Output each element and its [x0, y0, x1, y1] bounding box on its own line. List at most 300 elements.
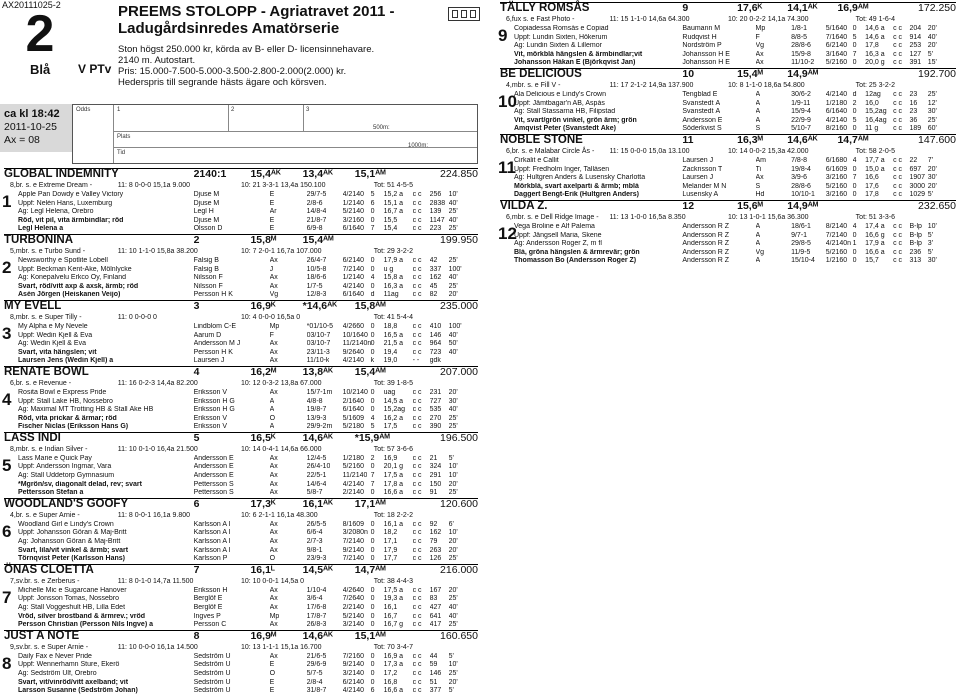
horse-header: [500, 200, 956, 214]
start-cell: 16,2 a: [383, 414, 404, 422]
start-cell: E: [269, 216, 275, 224]
start-row: [4, 323, 478, 332]
horse-info-line: Uppf: Fredholm Inger, Tallåsen: [514, 165, 610, 173]
horse-name: MY EVELL: [4, 299, 62, 312]
start-number: 5: [2, 455, 12, 475]
start-cell: 10': [448, 191, 458, 198]
start-cell: Ax: [269, 489, 278, 497]
horse-entry: [4, 234, 478, 300]
start-cell: 9/2140: [342, 661, 365, 669]
horse-info-line: Amqvist Peter (Svanstedt Åke): [514, 125, 616, 133]
horse-info-line: Blå, gröna hängslen & ärmrevär; grön: [514, 248, 640, 256]
start-cell: 3/1640: [825, 50, 848, 58]
start-cell: 40': [448, 331, 458, 339]
start-cell: Andersson R Z: [682, 248, 730, 256]
horse-info-line: Äg: Hultgren Anders & Lusensky Charlotta: [514, 174, 646, 182]
start-cell: 7': [927, 156, 933, 164]
start-cell: 23: [909, 90, 918, 98]
start-cell: c c: [412, 538, 422, 546]
start-cell: c c: [412, 595, 422, 603]
start-cell: 16,9 a: [383, 652, 404, 660]
start-cell: 641: [429, 612, 442, 620]
start-cell: 162: [429, 274, 442, 282]
start-row: [500, 223, 956, 232]
start-cell: 5/2140: [342, 612, 365, 620]
record-best: 16,9ᴷ: [250, 299, 276, 312]
start-cell: 15,2 a: [383, 191, 404, 198]
start-cell: Berglöf E: [193, 595, 223, 603]
start-cell: u g: [383, 265, 394, 273]
start-cell: 126: [429, 555, 442, 563]
start-cell: Andersson R Z: [682, 240, 730, 248]
start-cell: 0: [370, 348, 375, 356]
start-cell: 0: [852, 165, 857, 173]
horse-summary: [500, 214, 956, 223]
start-cell: 1/2140: [342, 274, 365, 282]
start-cell: Vg: [755, 248, 765, 256]
horse-info-line: Cirkalit e Callit: [514, 156, 559, 164]
start-cell: 204: [909, 25, 922, 32]
start-cell: c c: [412, 669, 422, 677]
horse-name: BE DELICIOUS: [500, 67, 582, 80]
start-cell: c c: [893, 156, 903, 164]
start-cell: 256: [429, 191, 442, 198]
race-title: PREEMS STOLOPP - Agriatravet 2011 - Ladugårdsinredes Amatörserie: [118, 3, 395, 37]
record-auto: *14,6ᴬᴷ: [302, 299, 338, 312]
start-cell: 19,3 a: [383, 595, 404, 603]
start-cell: 25': [448, 282, 458, 290]
start-cell: c c: [412, 687, 422, 695]
post-position: 3: [193, 299, 200, 312]
start-cell: Sedström U: [193, 669, 231, 677]
record-best: 17,6ᴷ: [737, 2, 763, 14]
start-cell: 253: [909, 42, 922, 50]
horse-name: TURBONINA: [4, 233, 73, 246]
start-cell: Laursen J: [682, 174, 714, 182]
start-cell: 0: [370, 331, 375, 339]
start-cell: Johansson H E: [682, 59, 730, 67]
start-cell: 3/2160: [825, 174, 848, 182]
start-cell: c c: [412, 520, 422, 528]
start-cell: J: [269, 265, 274, 273]
desc-line: 2140 m. Autostart.: [118, 55, 196, 66]
start-cell: 16,7: [383, 612, 398, 620]
record-am: 17,1ᴬᴹ: [354, 497, 386, 510]
horse-info-line: Lass Marie e Quick Pay: [18, 454, 92, 462]
horse-info-line: Uppf: Beckman Kent-Åke, Mölnlycke: [18, 265, 132, 273]
stats-total: Tot: 29 3-2-2: [373, 247, 414, 255]
start-cell: 28/8-6: [791, 42, 811, 50]
start-cell: c c: [412, 480, 422, 488]
start-row: [4, 555, 478, 564]
horse-info-line: Michelle Mic e Sugarcane Hanover: [18, 586, 127, 594]
post-position: 9: [682, 2, 689, 14]
start-cell: 4/2140n: [825, 240, 852, 248]
start-cell: 0: [370, 388, 375, 396]
start-cell: 10/1640: [342, 331, 368, 339]
start-cell: 82: [429, 291, 438, 299]
start-cell: 6/1680: [825, 156, 848, 164]
start-cell: 6/1640: [342, 406, 365, 414]
start-cell: B-lp: [909, 240, 922, 248]
horse-info-line: Ala Delicious e Lindy's Crown: [514, 90, 606, 98]
horse-entry: [500, 2, 956, 68]
horse-name: ÖNAS CLOETTA: [4, 563, 94, 576]
start-cell: Andersson E: [193, 463, 234, 471]
start-cell: Å: [755, 231, 761, 239]
start-cell: 2/8-4: [306, 678, 323, 686]
start-row: [500, 125, 956, 134]
start-cell: 16,8: [383, 678, 398, 686]
stats-2011: 11: 15 1-1-0 14,6a 64.300: [609, 16, 690, 23]
start-cell: 22/5-1: [306, 472, 327, 480]
start-cell: Svanstedt Å: [682, 99, 721, 107]
start-row: [4, 291, 478, 300]
start-cell: 17,2: [383, 669, 398, 677]
horse-info-line: Uppf: Andersson Ingmar, Vara: [18, 463, 112, 471]
start-number: 3: [2, 323, 12, 343]
start-cell: 15,5: [383, 216, 398, 224]
stats-2011: 11: 10 1-1-0 15,8a 38.200: [117, 247, 198, 255]
start-cell: 29/8-5: [791, 240, 811, 248]
start-cell: 1029: [909, 191, 926, 199]
start-cell: 5: [852, 116, 857, 124]
start-cell: 9/7-1: [791, 231, 808, 239]
start-cell: 2/2140: [342, 604, 365, 611]
horse-info-line: Uppf: Jängsell Maria, Skene: [514, 231, 602, 239]
horse-name: TÄLLY ROMSÅS: [500, 2, 590, 14]
start-cell: S: [755, 125, 761, 133]
start-cell: 16,6 g: [865, 231, 885, 239]
start-cell: Ax: [269, 282, 278, 290]
horse-info-line: Äg: Wedin Kjell & Eva: [18, 340, 86, 348]
start-cell: 9/8-1: [306, 546, 323, 554]
start-cell: c c: [893, 174, 903, 182]
start-cell: c c: [893, 42, 903, 50]
start-cell: c c: [893, 99, 903, 107]
stats-total: Tot: 70 3-4-7: [373, 643, 414, 651]
start-cell: c c: [412, 331, 422, 339]
start-cell: c c: [412, 463, 422, 471]
start-cell: 0: [370, 621, 375, 629]
start-cell: Ax: [269, 340, 278, 348]
start-cell: 0: [370, 265, 375, 273]
stats-2011: 11: 13 1-0-0 16,5a 8.350: [609, 213, 686, 221]
horse-name: GLOBAL INDEMNITY: [4, 168, 119, 180]
start-cell: 03/10-7: [306, 340, 331, 348]
start-cell: c c: [412, 291, 422, 299]
start-row: [4, 406, 478, 415]
breeding: 4,mbr. s. e Fill V -: [506, 81, 561, 89]
horse-info-line: Äg: Johansson Göran & Maj-Britt: [18, 538, 121, 546]
start-cell: 19/8-7: [306, 406, 327, 414]
start-cell: Svanstedt Å: [682, 108, 721, 116]
start-cell: Åm: [755, 156, 766, 164]
stats-2011: 11: 8 0-0-1 16,1a 9.800: [117, 511, 191, 519]
horse-header: [4, 300, 478, 314]
start-cell: Persson C: [193, 621, 227, 629]
start-cell: 16,1: [383, 604, 398, 611]
start-cell: 2/8-6: [306, 199, 323, 207]
stats-2011: 11: 10 0-1-0 16,4a 21.500: [117, 445, 198, 453]
post-position: 11: [682, 133, 694, 146]
start-cell: E: [269, 199, 275, 207]
start-cell: 17,8: [865, 42, 879, 50]
start-cell: Ax: [269, 621, 278, 629]
horse-info-line: *Mgrön/sv, diagonalt delad, rev; svart: [18, 480, 142, 488]
start-cell: 324: [429, 463, 442, 471]
start-row: [4, 455, 478, 464]
start-cell: Å: [755, 257, 761, 265]
start-cell: 6/1640: [825, 108, 848, 116]
start-cell: 4/8-8: [306, 397, 323, 405]
start-cell: 20': [927, 42, 937, 50]
start-cell: Ax: [269, 520, 278, 528]
start-row: [500, 249, 956, 258]
horse-entry: [4, 432, 478, 498]
start-row: [4, 538, 478, 547]
record-am: 15,4ᴬᴹ: [354, 365, 386, 378]
start-row: [500, 108, 956, 117]
start-cell: 4/2140: [342, 191, 365, 198]
start-cell: 377: [429, 687, 442, 695]
start-cell: 7/2140: [825, 231, 848, 239]
start-cell: 18/6-1: [791, 222, 811, 230]
game-type-label: V PTv: [78, 62, 112, 76]
start-cell: c c: [893, 222, 903, 230]
start-cell: 1147: [429, 216, 445, 224]
start-cell: 79: [429, 538, 438, 546]
start-cell: Å: [269, 397, 275, 405]
start-cell: 0: [370, 406, 375, 414]
record-best: 17,3ᴷ: [250, 497, 276, 510]
earnings: 199.950: [440, 233, 478, 246]
start-cell: 6/2140: [342, 256, 365, 264]
start-cell: 0: [852, 248, 857, 256]
horse-summary: [4, 512, 478, 521]
start-cell: Å: [269, 423, 275, 431]
start-cell: c c: [893, 257, 903, 265]
start-cell: 7: [852, 50, 857, 58]
earnings: 160.650: [440, 629, 478, 642]
start-cell: 40': [448, 216, 458, 224]
start-cell: 20': [448, 678, 458, 686]
start-cell: Berglöf E: [193, 604, 223, 611]
start-cell: 14/6-4: [306, 480, 327, 488]
start-cell: 1/9-11: [791, 99, 811, 107]
horse-entry: [4, 168, 478, 234]
start-cell: 15/9-8: [791, 50, 811, 58]
result-entry-grid: [72, 104, 478, 164]
start-cell: 0: [852, 59, 857, 67]
start-cell: E: [269, 678, 275, 686]
horse-header: [4, 630, 478, 644]
earnings: 232.650: [918, 199, 956, 212]
start-cell: 16: [909, 99, 918, 107]
start-cell: c c: [412, 555, 422, 563]
start-cell: 0: [852, 182, 857, 190]
horse-info-line: Pettersson Stefan a: [18, 489, 84, 497]
horse-info-line: Uppf: Wennerhamn Sture, Ekerö: [18, 661, 120, 669]
start-cell: 0: [370, 612, 375, 620]
horse-info-line: Äg: Konepalvelu Erkco Oy, Finland: [18, 274, 127, 282]
start-cell: 21: [429, 454, 438, 462]
start-row: [4, 613, 478, 622]
start-cell: 16,9: [383, 454, 398, 462]
start-cell: 20': [448, 480, 458, 488]
start-cell: Mp: [269, 322, 280, 330]
start-cell: 4: [370, 274, 375, 282]
start-row: [4, 389, 478, 398]
stats-2010: 10: 7 2-0-1 16,7a 107.000: [241, 247, 322, 255]
start-cell: Aarum D: [193, 331, 222, 339]
earnings: 207.000: [440, 365, 478, 378]
start-cell: Andersson R Z: [682, 222, 730, 230]
start-cell: Andersson E: [193, 472, 234, 480]
stats-2010: 10: 6 2-1-1 16,1a 48.300: [241, 511, 318, 519]
start-cell: c c: [893, 191, 903, 199]
start-cell: 10/10-1: [791, 191, 815, 199]
record-best: 16,1ᴸ: [250, 563, 275, 576]
start-cell: 26/5-5: [306, 520, 327, 528]
start-cell: 5': [927, 50, 933, 58]
start-cell: c c: [893, 248, 903, 256]
start-cell: c c: [412, 340, 422, 348]
start-cell: 4: [852, 156, 857, 164]
race-description: [118, 44, 448, 88]
start-cell: B-lp: [909, 231, 922, 239]
horse-summary: [4, 314, 478, 323]
start-cell: 25': [927, 90, 937, 98]
stats-2011: 11: 10 0-0-0 16,1a 14.500: [117, 643, 198, 651]
start-cell: c c: [412, 454, 422, 462]
stats-2010: 10: 20 0-2-2 14,1a 74.300: [728, 16, 809, 23]
start-cell: 26/8-3: [306, 621, 327, 629]
start-cell: Sedström U: [193, 678, 231, 686]
start-cell: 25': [448, 669, 458, 677]
start-cell: 16,7 a: [383, 208, 404, 216]
start-cell: E: [269, 661, 275, 669]
start-cell: 4/2140: [825, 90, 848, 98]
horse-summary: [500, 16, 956, 25]
start-cell: c c: [412, 348, 422, 356]
start-cell: 20,1 g: [383, 463, 404, 471]
start-cell: 15,4: [383, 225, 398, 233]
track-color-label: Blå: [30, 62, 51, 77]
stats-2010: 10: 10 0-0-1 14,5a 0: [241, 577, 305, 585]
start-cell: 03/10-7: [306, 331, 331, 339]
start-cell: Eriksson V: [193, 388, 228, 396]
earnings: 147.600: [918, 133, 956, 146]
start-time: ca kl 18:42: [4, 108, 60, 120]
stats-2010: 10: 4 0-0-0 16,5a 0: [241, 313, 301, 321]
start-cell: c c: [412, 621, 422, 629]
grid-plats-label: Plats: [117, 134, 131, 140]
start-row: [4, 415, 478, 424]
start-cell: B-lp: [909, 222, 922, 230]
start-cell: 4/2140: [825, 116, 848, 124]
start-cell: 7/2640: [342, 595, 365, 603]
start-cell: 15,0 a: [865, 165, 885, 173]
start-cell: 6/1640: [342, 225, 365, 233]
horse-info-line: Svart, lila/vit vinkel & ärmb; svart: [18, 546, 129, 554]
stats-2011: 11: 0 0-0-0 0: [117, 313, 157, 321]
start-row: [500, 191, 956, 200]
start-cell: 51: [429, 678, 438, 686]
start-row: [4, 257, 478, 266]
horse-info-line: Röd, vita prickar & ärmar; röd: [18, 414, 117, 422]
horse-info-line: Vröd, silver brostband & ärmrev.; vröd: [18, 612, 146, 620]
start-cell: 7: [852, 174, 857, 182]
record-am: 14,7ᴬᴹ: [354, 563, 386, 576]
start-row: [4, 191, 478, 200]
start-cell: c c: [412, 282, 422, 290]
start-cell: Ö: [269, 669, 276, 677]
horse-info-line: Törnqvist Peter (Karlsson Hans): [18, 555, 125, 563]
start-cell: 17,9 a: [383, 256, 404, 264]
start-cell: c c: [893, 90, 903, 98]
start-cell: Andersson R Z: [682, 257, 730, 265]
start-row: [4, 521, 478, 530]
start-cell: 10': [448, 661, 458, 669]
start-cell: 0: [370, 546, 375, 554]
start-cell: Ax: [269, 538, 278, 546]
start-cell: 3/9-6: [791, 174, 808, 182]
stats-total: Tot: 41 5-4-4: [373, 313, 414, 321]
start-cell: Andersson R Z: [682, 231, 730, 239]
breeding: 8,mbr. s. e Indian Silver -: [10, 445, 88, 453]
start-cell: 25': [448, 423, 458, 431]
post-position: 10: [682, 67, 695, 80]
start-cell: Ingves P: [193, 612, 221, 620]
start-cell: 17,5: [383, 423, 398, 431]
start-cell: c c: [412, 423, 422, 431]
start-cell: 16,4ag: [865, 116, 887, 124]
start-cell: 5/10-7: [791, 125, 811, 133]
race-date: 2011-10-25: [4, 121, 57, 133]
start-row: [4, 489, 478, 498]
start-cell: c c: [412, 652, 422, 660]
stats-2010: 10: 14 0-4-1 14,6a 66.000: [241, 445, 322, 453]
start-cell: År: [269, 208, 277, 216]
start-row: [500, 183, 956, 192]
start-cell: 44: [429, 652, 438, 660]
start-cell: 12': [927, 99, 937, 107]
start-cell: 5: [370, 423, 375, 431]
start-cell: 26/4-7: [306, 256, 327, 264]
start-cell: 30': [927, 174, 937, 182]
post-position: 7: [193, 563, 200, 576]
horse-info-line: Woodland Girl e Lindy's Crown: [18, 520, 114, 528]
start-cell: c c: [893, 25, 903, 32]
start-cell: 23/9-3: [306, 555, 327, 563]
start-cell: 7/8-8: [791, 156, 808, 164]
stats-2011: 11: 17 2-1-2 14,9a 137.900: [609, 81, 694, 89]
horse-header: [500, 2, 956, 16]
start-cell: 1/7-5: [306, 282, 323, 290]
start-cell: Djuse M: [193, 216, 220, 224]
start-cell: 17,7: [383, 555, 398, 563]
record-auto: 14,6ᴬᴷ: [787, 133, 818, 146]
start-cell: 16,3 a: [865, 50, 885, 58]
record-auto: 13,4ᴬᴷ: [302, 168, 333, 180]
grid-500m-label: 500m:: [373, 125, 390, 131]
start-row: [4, 283, 478, 292]
start-cell: 313: [909, 257, 922, 265]
stats-2011: 11: 15 0-0-0 15,0a 13.100: [609, 147, 690, 155]
start-cell: uag: [383, 388, 396, 396]
earnings: 172.250: [918, 2, 956, 14]
